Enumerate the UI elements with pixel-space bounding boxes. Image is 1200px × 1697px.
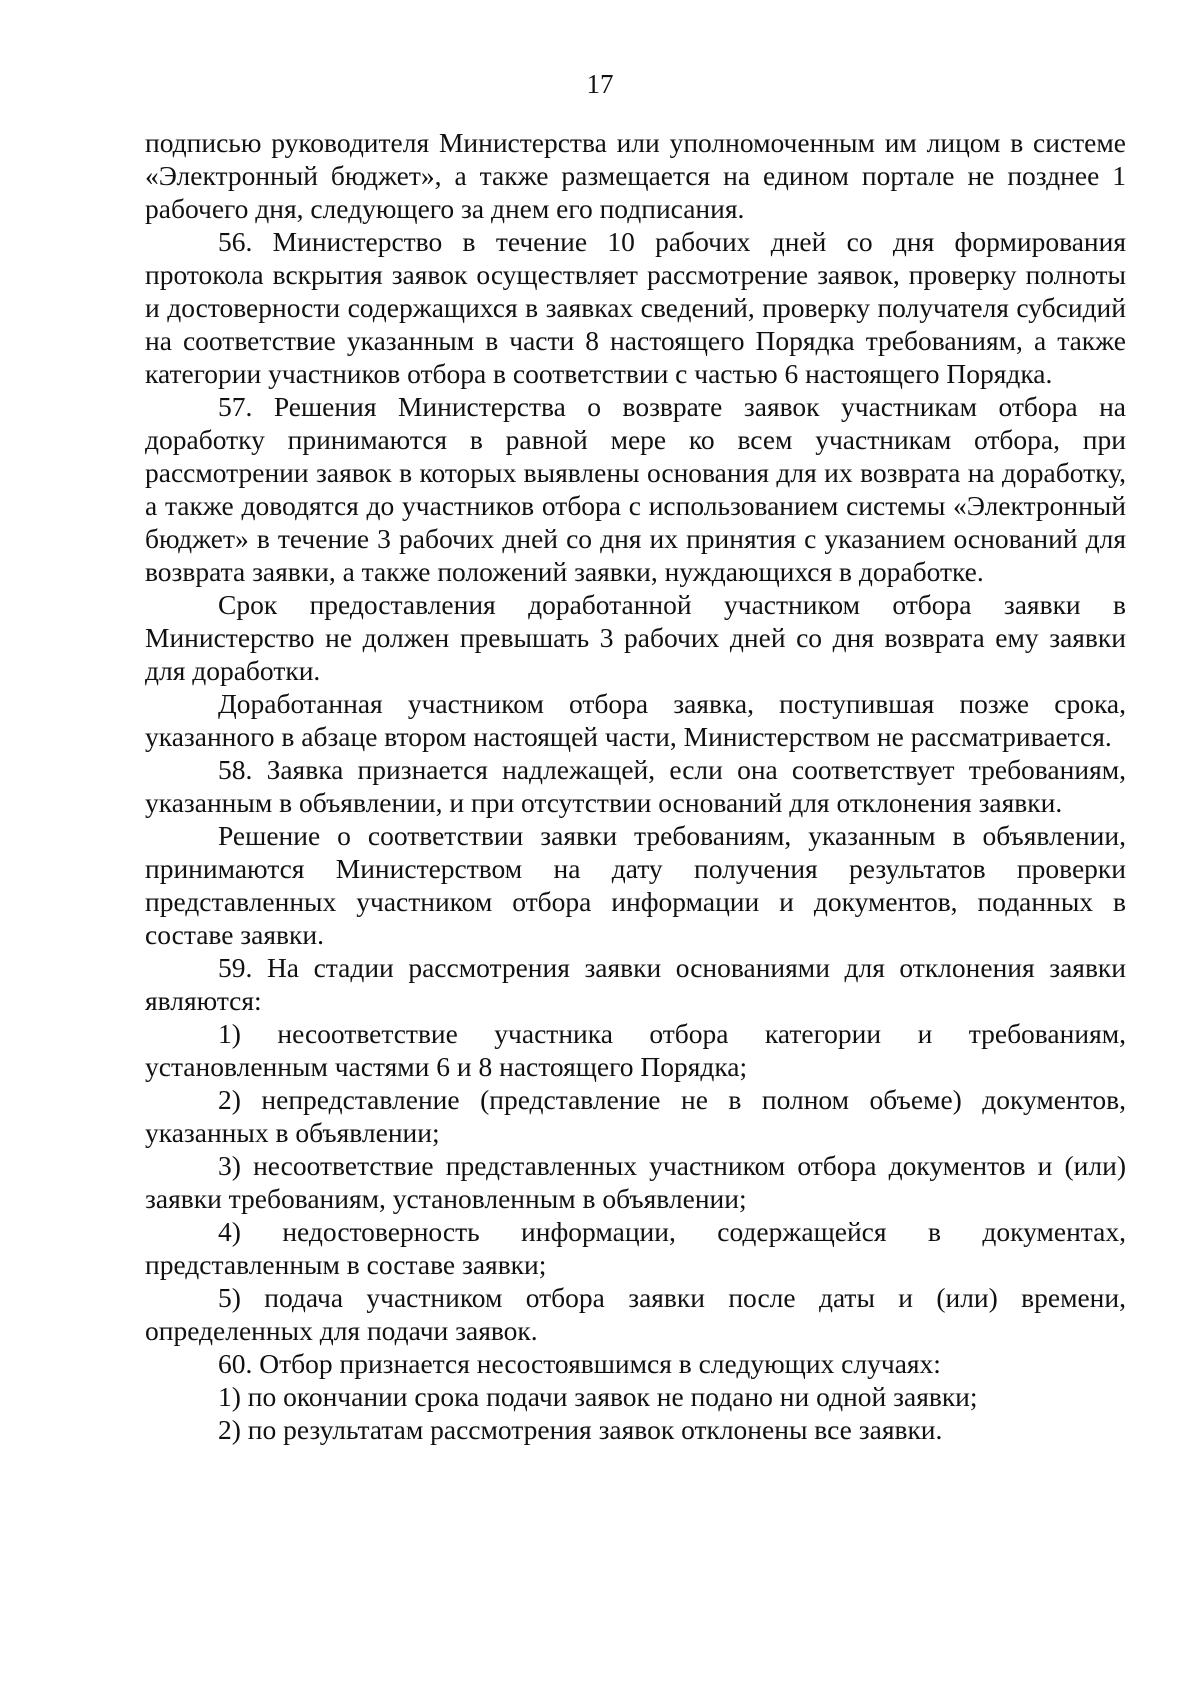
list-item-59-3: 3) несоответствие представленных участником отбора документов и (или) заявки требованиям, установленным в объявлении; <box>145 1150 1126 1214</box>
list-item-59-4: 4) недостоверность информации, содержащейся в документах, представленным в составе заявки; <box>145 1216 1126 1280</box>
paragraph-58: 58. Заявка признается надлежащей, если она соответствует требованиям, указанным в объявлении, и при отсутствии оснований для отклонения заявки. <box>145 754 1126 818</box>
paragraph-57-late: Доработанная участником отбора заявка, поступившая позже срока, указанного в абзаце втором настоящей части, Министерством не рассматривается. <box>145 688 1126 752</box>
list-item-59-1: 1) несоответствие участника отбора категории и требованиям, установленным частями 6 и 8 настоящего Порядка; <box>145 1018 1126 1082</box>
page-number: 17 <box>586 69 614 99</box>
paragraph-57: 57. Решения Министерства о возврате заявок участникам отбора на доработку принимаются в равной мере ко всем участникам отбора, при рассмотрении заявок в которых выявлены основания для их возврата на доработку, а также доводятся до участников отбора с использованием системы «Электронный бюджет» в течение 3 рабочих дней со дня их принятия с указанием оснований для возврата заявки, а также положений заявки, нуждающихся в доработке. <box>145 391 1126 587</box>
list-item-59-5: 5) подача участником отбора заявки после даты и (или) времени, определенных для подачи заявок. <box>145 1282 1126 1346</box>
paragraph-57-deadline: Срок предоставления доработанной участником отбора заявки в Министерство не должен превышать 3 рабочих дней со дня возврата ему заявки для доработки. <box>145 589 1126 686</box>
document-body <box>145 126 1126 1446</box>
list-item-60-1: 1) по окончании срока подачи заявок не подано ни одной заявки; <box>218 1381 978 1412</box>
list-item-60-2: 2) по результатам рассмотрения заявок отклонены все заявки. <box>218 1414 943 1445</box>
paragraph-59: 59. На стадии рассмотрения заявки основаниями для отклонения заявки являются: <box>145 952 1126 1016</box>
paragraph-56: 56. Министерство в течение 10 рабочих дней со дня формирования протокола вскрытия заявок осуществляет рассмотрение заявок, проверку полноты и достоверности содержащихся в заявках сведений, проверку получателя субсидий на соответствие указанным в части 8 настоящего Порядка требованиям, а также категории участников отбора в соответствии с частью 6 настоящего Порядка. <box>145 226 1126 389</box>
paragraph-continuation: подписью руководителя Министерства или уполномоченным им лицом в системе «Электронный бюджет», а также размещается на едином портале не позднее 1 рабочего дня, следующего за днем его подписания. <box>145 127 1126 224</box>
paragraph-58-decision: Решение о соответствии заявки требованиям, указанным в объявлении, принимаются Министерством на дату получения результатов проверки представленных участником отбора информации и документов, поданных в составе заявки. <box>145 820 1126 950</box>
list-item-59-2: 2) непредставление (представление не в полном объеме) документов, указанных в объявлении; <box>145 1084 1126 1148</box>
paragraph-60: 60. Отбор признается несостоявшимся в следующих случаях: <box>218 1348 941 1379</box>
